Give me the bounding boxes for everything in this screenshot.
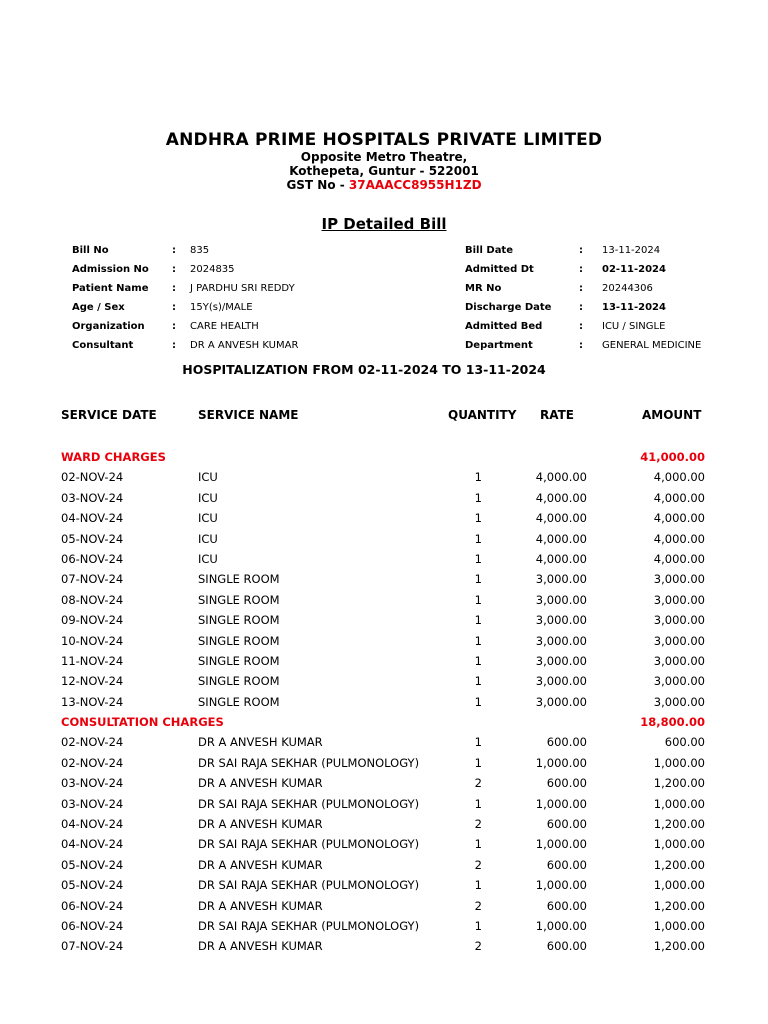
- quantity: 1: [474, 918, 482, 933]
- header-quantity: QUANTITY: [448, 408, 517, 422]
- bill-info-left: [72, 241, 402, 355]
- bill-info-value: 13-11-2024: [602, 245, 661, 256]
- service-date: 06-NOV-24: [61, 551, 124, 566]
- rate: 600.00: [546, 735, 587, 750]
- bill-info-label: Admitted Bed: [465, 321, 543, 332]
- bill-info-label: Patient Name: [72, 283, 149, 294]
- quantity: 1: [474, 837, 482, 852]
- rate: 3,000.00: [535, 674, 587, 689]
- amount: 3,000.00: [653, 694, 705, 709]
- rate: 3,000.00: [535, 613, 587, 628]
- service-date: 12-NOV-24: [61, 674, 124, 689]
- service-date: 02-NOV-24: [61, 470, 124, 485]
- rate: 1,000.00: [535, 878, 587, 893]
- service-date: 13-NOV-24: [61, 694, 124, 709]
- service-name: SINGLE ROOM: [198, 694, 280, 709]
- service-date: 06-NOV-24: [61, 898, 124, 913]
- quantity: 2: [474, 939, 482, 954]
- rate: 600.00: [546, 898, 587, 913]
- rate: 1,000.00: [535, 796, 587, 811]
- service-date: 05-NOV-24: [61, 878, 124, 893]
- quantity: 1: [474, 796, 482, 811]
- amount: 600.00: [664, 735, 705, 750]
- service-date: 04-NOV-24: [61, 511, 124, 526]
- rate: 600.00: [546, 817, 587, 832]
- table-row: [0, 671, 768, 691]
- amount: 1,200.00: [653, 857, 705, 872]
- service-name: DR SAI RAJA SEKHAR (PULMONOLOGY): [198, 878, 420, 893]
- rate: 1,000.00: [535, 755, 587, 770]
- amount: 4,000.00: [653, 511, 705, 526]
- service-name: SINGLE ROOM: [198, 653, 280, 668]
- bill-info-colon: :: [172, 264, 176, 275]
- service-name: ICU: [198, 511, 218, 526]
- service-name: ICU: [198, 551, 218, 566]
- bill-info-label: Bill No: [72, 245, 109, 256]
- amount: 1,000.00: [653, 918, 705, 933]
- bill-info-label: Age / Sex: [72, 302, 125, 313]
- table-row: [0, 631, 768, 651]
- table-row: [0, 610, 768, 630]
- rate: 3,000.00: [535, 653, 587, 668]
- section-header: [0, 712, 768, 732]
- quantity: 1: [474, 551, 482, 566]
- service-date: 05-NOV-24: [61, 531, 124, 546]
- amount: 3,000.00: [653, 653, 705, 668]
- bill-info-value: 835: [190, 245, 210, 256]
- bill-info-row: [72, 279, 402, 298]
- service-name: DR SAI RAJA SEKHAR (PULMONOLOGY): [198, 796, 420, 811]
- hospitalization-period: HOSPITALIZATION FROM 02-11-2024 TO 13-11-2024: [182, 362, 546, 377]
- section-header: [0, 447, 768, 467]
- address-line-2: Kothepeta, Guntur - 522001: [289, 164, 479, 178]
- quantity: 1: [474, 674, 482, 689]
- bill-info-value: 02-11-2024: [602, 264, 666, 275]
- amount: 1,200.00: [653, 898, 705, 913]
- amount: 1,000.00: [653, 837, 705, 852]
- amount: 1,200.00: [653, 776, 705, 791]
- rate: 3,000.00: [535, 633, 587, 648]
- bill-info-colon: :: [172, 340, 176, 351]
- bill-info-colon: :: [172, 245, 176, 256]
- amount: 1,000.00: [653, 755, 705, 770]
- bill-info-colon: :: [579, 302, 583, 313]
- service-date: 10-NOV-24: [61, 633, 124, 648]
- bill-info-colon: :: [579, 264, 583, 275]
- table-row: [0, 651, 768, 671]
- amount: 3,000.00: [653, 613, 705, 628]
- quantity: 1: [474, 490, 482, 505]
- rate: 1,000.00: [535, 837, 587, 852]
- service-name: DR SAI RAJA SEKHAR (PULMONOLOGY): [198, 837, 420, 852]
- quantity: 2: [474, 817, 482, 832]
- amount: 3,000.00: [653, 674, 705, 689]
- bill-info-value: 20244306: [602, 283, 653, 294]
- bill-info-row: [72, 336, 402, 355]
- service-name: DR A ANVESH KUMAR: [198, 898, 323, 913]
- service-name: ICU: [198, 470, 218, 485]
- amount: 4,000.00: [653, 490, 705, 505]
- service-date: 02-NOV-24: [61, 755, 124, 770]
- bill-info-colon: :: [172, 302, 176, 313]
- bill-info-value: 15Y(s)/MALE: [190, 302, 253, 313]
- table-row: [0, 549, 768, 569]
- rate: 3,000.00: [535, 572, 587, 587]
- bill-info-row: [465, 279, 725, 298]
- header-service-name: SERVICE NAME: [198, 408, 299, 422]
- amount: 3,000.00: [653, 633, 705, 648]
- bill-info-colon: :: [579, 245, 583, 256]
- table-row: [0, 569, 768, 589]
- service-name: ICU: [198, 490, 218, 505]
- amount: 3,000.00: [653, 572, 705, 587]
- service-date: 11-NOV-24: [61, 653, 124, 668]
- service-name: DR A ANVESH KUMAR: [198, 939, 323, 954]
- bill-info-colon: :: [172, 321, 176, 332]
- service-name: SINGLE ROOM: [198, 572, 280, 587]
- document-header: [0, 130, 768, 192]
- bill-info-colon: :: [172, 283, 176, 294]
- service-date: 08-NOV-24: [61, 592, 124, 607]
- bill-info-label: Department: [465, 340, 533, 351]
- service-date: 07-NOV-24: [61, 939, 124, 954]
- rate: 4,000.00: [535, 490, 587, 505]
- bill-info-row: [465, 260, 725, 279]
- rate: 600.00: [546, 857, 587, 872]
- service-name: SINGLE ROOM: [198, 613, 280, 628]
- service-name: DR A ANVESH KUMAR: [198, 857, 323, 872]
- bill-info-row: [465, 317, 725, 336]
- table-row: [0, 916, 768, 936]
- bill-info-label: Bill Date: [465, 245, 513, 256]
- rate: 1,000.00: [535, 918, 587, 933]
- bill-info-value: GENERAL MEDICINE: [602, 340, 702, 351]
- rate: 600.00: [546, 939, 587, 954]
- bill-info-row: [72, 260, 402, 279]
- bill-info-row: [465, 336, 725, 355]
- quantity: 1: [474, 531, 482, 546]
- service-name: SINGLE ROOM: [198, 633, 280, 648]
- header-rate: RATE: [540, 408, 574, 422]
- service-name: DR A ANVESH KUMAR: [198, 735, 323, 750]
- amount: 4,000.00: [653, 470, 705, 485]
- quantity: 2: [474, 898, 482, 913]
- quantity: 2: [474, 857, 482, 872]
- quantity: 1: [474, 735, 482, 750]
- service-name: SINGLE ROOM: [198, 674, 280, 689]
- section-title: WARD CHARGES: [61, 450, 166, 464]
- rate: 600.00: [546, 776, 587, 791]
- bill-info-value: 13-11-2024: [602, 302, 666, 313]
- bill-info-colon: :: [579, 283, 583, 294]
- bill-title: IP Detailed Bill: [321, 215, 447, 233]
- bill-info-row: [72, 241, 402, 260]
- table-row: [0, 692, 768, 712]
- bill-info-value: CARE HEALTH: [190, 321, 259, 332]
- service-name: DR SAI RAJA SEKHAR (PULMONOLOGY): [198, 755, 420, 770]
- table-row: [0, 488, 768, 508]
- bill-info-label: Admitted Dt: [465, 264, 534, 275]
- service-date: 09-NOV-24: [61, 613, 124, 628]
- bill-info-row: [465, 241, 725, 260]
- quantity: 1: [474, 653, 482, 668]
- service-date: 03-NOV-24: [61, 796, 124, 811]
- bill-info-right: [465, 241, 725, 355]
- table-header: [0, 408, 768, 426]
- table-row: [0, 936, 768, 956]
- amount: 4,000.00: [653, 551, 705, 566]
- table-row: [0, 875, 768, 895]
- header-service-date: SERVICE DATE: [61, 408, 157, 422]
- table-row: [0, 773, 768, 793]
- service-name: DR SAI RAJA SEKHAR (PULMONOLOGY): [198, 918, 420, 933]
- section-title: CONSULTATION CHARGES: [61, 715, 224, 730]
- service-name: ICU: [198, 531, 218, 546]
- bill-info-row: [72, 298, 402, 317]
- header-amount: AMOUNT: [642, 408, 702, 422]
- quantity: 1: [474, 694, 482, 709]
- quantity: 1: [474, 592, 482, 607]
- quantity: 1: [474, 878, 482, 893]
- rate: 4,000.00: [535, 531, 587, 546]
- amount: 1,200.00: [653, 939, 705, 954]
- service-date: 03-NOV-24: [61, 490, 124, 505]
- table-row: [0, 529, 768, 549]
- bill-info-colon: :: [579, 321, 583, 332]
- service-date: 04-NOV-24: [61, 817, 124, 832]
- bill-info-colon: :: [579, 340, 583, 351]
- address-line-1: Opposite Metro Theatre,: [300, 150, 468, 164]
- rate: 4,000.00: [535, 511, 587, 526]
- amount: 3,000.00: [653, 592, 705, 607]
- bill-info-value: DR A ANVESH KUMAR: [190, 340, 299, 351]
- service-date: 04-NOV-24: [61, 837, 124, 852]
- service-date: 07-NOV-24: [61, 572, 124, 587]
- service-date: 06-NOV-24: [61, 918, 124, 933]
- hospital-name: ANDHRA PRIME HOSPITALS PRIVATE LIMITED: [165, 130, 603, 150]
- table-row: [0, 834, 768, 854]
- bill-info-label: Consultant: [72, 340, 134, 351]
- amount: 4,000.00: [653, 531, 705, 546]
- service-name: DR A ANVESH KUMAR: [198, 817, 323, 832]
- bill-info-label: Admission No: [72, 264, 149, 275]
- bill-info-value: 2024835: [190, 264, 235, 275]
- amount: 1,000.00: [653, 878, 705, 893]
- quantity: 1: [474, 633, 482, 648]
- amount: 1,200.00: [653, 817, 705, 832]
- gst-number: 37AAACC8955H1ZD: [348, 178, 482, 192]
- rate: 4,000.00: [535, 470, 587, 485]
- service-name: SINGLE ROOM: [198, 592, 280, 607]
- section-total: 18,800.00: [640, 715, 705, 730]
- quantity: 1: [474, 572, 482, 587]
- bill-info-row: [465, 298, 725, 317]
- table-row: [0, 855, 768, 875]
- table-row: [0, 794, 768, 814]
- bill-info-label: Discharge Date: [465, 302, 552, 313]
- gst-line: [0, 178, 768, 192]
- rate: 4,000.00: [535, 551, 587, 566]
- rate: 3,000.00: [535, 694, 587, 709]
- service-name: DR A ANVESH KUMAR: [198, 776, 323, 791]
- quantity: 1: [474, 755, 482, 770]
- bill-info-row: [72, 317, 402, 336]
- table-row: [0, 467, 768, 487]
- table-row: [0, 732, 768, 752]
- table-row: [0, 896, 768, 916]
- table-row: [0, 814, 768, 834]
- service-date: 03-NOV-24: [61, 776, 124, 791]
- rate: 3,000.00: [535, 592, 587, 607]
- bill-info-label: Organization: [72, 321, 145, 332]
- table-row: [0, 590, 768, 610]
- quantity: 1: [474, 470, 482, 485]
- gst-label: GST No -: [286, 178, 349, 192]
- bill-info-value: ICU / SINGLE: [602, 321, 666, 332]
- table-row: [0, 753, 768, 773]
- quantity: 1: [474, 511, 482, 526]
- quantity: 2: [474, 776, 482, 791]
- bill-table-body: [0, 447, 768, 957]
- bill-info-value: J PARDHU SRI REDDY: [190, 283, 295, 294]
- amount: 1,000.00: [653, 796, 705, 811]
- bill-info-label: MR No: [465, 283, 502, 294]
- service-date: 05-NOV-24: [61, 857, 124, 872]
- service-date: 02-NOV-24: [61, 735, 124, 750]
- quantity: 1: [474, 613, 482, 628]
- section-total: 41,000.00: [640, 450, 705, 464]
- table-row: [0, 508, 768, 528]
